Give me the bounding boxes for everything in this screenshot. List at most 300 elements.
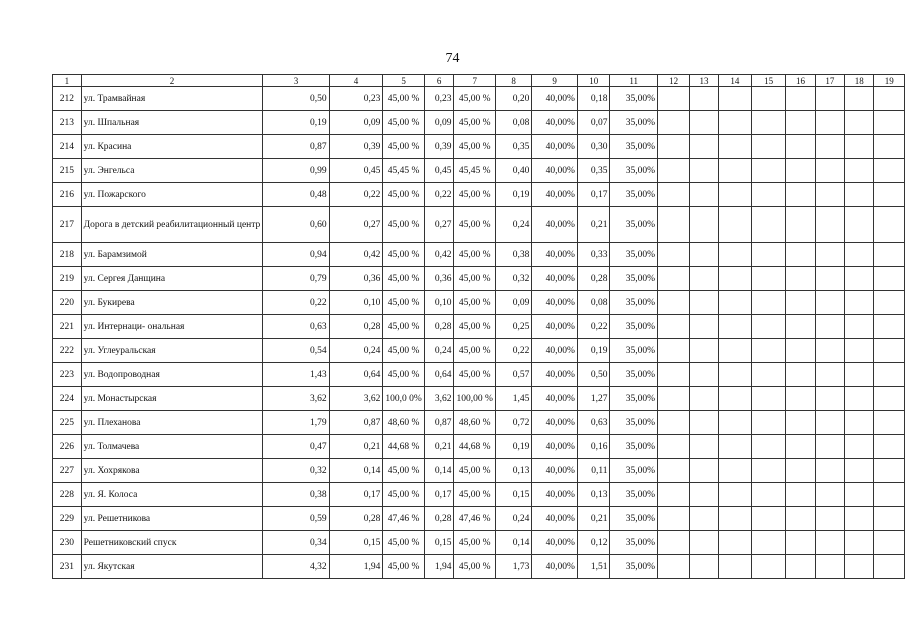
col6-cell: 0,22 xyxy=(424,183,454,207)
col10-cell: 0,33 xyxy=(577,243,610,267)
empty-cell-col16 xyxy=(786,531,815,555)
col10-cell: 0,13 xyxy=(577,483,610,507)
col9-percent-cell: 40,00% xyxy=(532,555,578,579)
empty-cell-col15 xyxy=(752,183,786,207)
row-number-cell: 227 xyxy=(53,459,82,483)
empty-cell-col16 xyxy=(786,159,815,183)
col5-percent-cell: 45,00 % xyxy=(383,87,424,111)
col10-cell: 0,12 xyxy=(577,531,610,555)
col6-cell: 0,21 xyxy=(424,435,454,459)
empty-cell-col15 xyxy=(752,243,786,267)
row-number-cell: 222 xyxy=(53,339,82,363)
col9-percent-cell: 40,00% xyxy=(532,363,578,387)
col4-cell: 3,62 xyxy=(329,387,383,411)
column-header-19: 19 xyxy=(874,75,905,87)
col5-percent-cell: 45,00 % xyxy=(383,483,424,507)
empty-cell-col16 xyxy=(786,339,815,363)
street-name-cell: ул. Решетникова xyxy=(81,507,263,531)
empty-cell-col18 xyxy=(845,291,874,315)
col11-percent-cell: 35,00% xyxy=(610,267,658,291)
empty-cell-col15 xyxy=(752,555,786,579)
col3-cell: 0,50 xyxy=(263,87,329,111)
col3-cell: 0,48 xyxy=(263,183,329,207)
col7-percent-cell: 45,00 % xyxy=(454,315,495,339)
col9-percent-cell: 40,00% xyxy=(532,507,578,531)
empty-cell-col14 xyxy=(718,87,751,111)
empty-cell-col18 xyxy=(845,315,874,339)
col5-percent-cell: 45,00 % xyxy=(383,243,424,267)
col7-percent-cell: 45,00 % xyxy=(454,531,495,555)
empty-cell-col15 xyxy=(752,435,786,459)
col11-percent-cell: 35,00% xyxy=(610,111,658,135)
col7-percent-cell: 45,00 % xyxy=(454,183,495,207)
empty-cell-col14 xyxy=(718,243,751,267)
empty-cell-col13 xyxy=(690,363,718,387)
table-row xyxy=(53,555,905,579)
col10-cell: 0,17 xyxy=(577,183,610,207)
col9-percent-cell: 40,00% xyxy=(532,531,578,555)
empty-cell-col15 xyxy=(752,291,786,315)
empty-cell-col14 xyxy=(718,207,751,243)
street-name-cell: ул. Трамвайная xyxy=(81,87,263,111)
column-header-14: 14 xyxy=(718,75,751,87)
col4-cell: 0,28 xyxy=(329,507,383,531)
col6-cell: 0,24 xyxy=(424,339,454,363)
empty-cell-col19 xyxy=(874,207,905,243)
column-header-11: 11 xyxy=(610,75,658,87)
empty-cell-col15 xyxy=(752,387,786,411)
col9-percent-cell: 40,00% xyxy=(532,207,578,243)
empty-cell-col12 xyxy=(657,483,689,507)
empty-cell-col14 xyxy=(718,435,751,459)
empty-cell-col18 xyxy=(845,435,874,459)
street-name-cell: Решетниковский спуск xyxy=(81,531,263,555)
empty-cell-col12 xyxy=(657,531,689,555)
col9-percent-cell: 40,00% xyxy=(532,411,578,435)
col11-percent-cell: 35,00% xyxy=(610,315,658,339)
col6-cell: 0,23 xyxy=(424,87,454,111)
col10-cell: 0,35 xyxy=(577,159,610,183)
empty-cell-col18 xyxy=(845,207,874,243)
street-name-cell: ул. Энгельса xyxy=(81,159,263,183)
col5-percent-cell: 45,00 % xyxy=(383,267,424,291)
row-number-cell: 219 xyxy=(53,267,82,291)
empty-cell-col14 xyxy=(718,531,751,555)
col11-percent-cell: 35,00% xyxy=(610,387,658,411)
empty-cell-col14 xyxy=(718,483,751,507)
col4-cell: 0,17 xyxy=(329,483,383,507)
empty-cell-col17 xyxy=(815,555,844,579)
row-number-cell: 231 xyxy=(53,555,82,579)
street-name-cell: ул. Красина xyxy=(81,135,263,159)
col4-cell: 0,45 xyxy=(329,159,383,183)
empty-cell-col18 xyxy=(845,555,874,579)
empty-cell-col17 xyxy=(815,315,844,339)
empty-cell-col17 xyxy=(815,483,844,507)
col4-cell: 0,27 xyxy=(329,207,383,243)
column-header-1: 1 xyxy=(53,75,82,87)
col7-percent-cell: 48,60 % xyxy=(454,411,495,435)
street-name-cell: ул. Монастырская xyxy=(81,387,263,411)
empty-cell-col19 xyxy=(874,531,905,555)
empty-cell-col17 xyxy=(815,531,844,555)
empty-cell-col19 xyxy=(874,483,905,507)
table-row xyxy=(53,435,905,459)
col9-percent-cell: 40,00% xyxy=(532,87,578,111)
col8-cell: 0,35 xyxy=(495,135,531,159)
col4-cell: 0,42 xyxy=(329,243,383,267)
empty-cell-col16 xyxy=(786,435,815,459)
col8-cell: 0,32 xyxy=(495,267,531,291)
table-row xyxy=(53,291,905,315)
col3-cell: 0,79 xyxy=(263,267,329,291)
col8-cell: 0,22 xyxy=(495,339,531,363)
table-row xyxy=(53,411,905,435)
col10-cell: 0,16 xyxy=(577,435,610,459)
empty-cell-col12 xyxy=(657,135,689,159)
col3-cell: 0,87 xyxy=(263,135,329,159)
col9-percent-cell: 40,00% xyxy=(532,387,578,411)
empty-cell-col14 xyxy=(718,315,751,339)
column-header-8: 8 xyxy=(495,75,531,87)
empty-cell-col16 xyxy=(786,267,815,291)
empty-cell-col17 xyxy=(815,363,844,387)
col11-percent-cell: 35,00% xyxy=(610,435,658,459)
empty-cell-col15 xyxy=(752,207,786,243)
empty-cell-col15 xyxy=(752,111,786,135)
col6-cell: 0,15 xyxy=(424,531,454,555)
col8-cell: 0,15 xyxy=(495,483,531,507)
col11-percent-cell: 35,00% xyxy=(610,135,658,159)
empty-cell-col17 xyxy=(815,435,844,459)
row-number-cell: 213 xyxy=(53,111,82,135)
col8-cell: 1,73 xyxy=(495,555,531,579)
empty-cell-col18 xyxy=(845,135,874,159)
col10-cell: 0,21 xyxy=(577,207,610,243)
col3-cell: 0,32 xyxy=(263,459,329,483)
col7-percent-cell: 45,00 % xyxy=(454,555,495,579)
table-row xyxy=(53,387,905,411)
empty-cell-col18 xyxy=(845,363,874,387)
table-row xyxy=(53,315,905,339)
street-name-cell: ул. Букирева xyxy=(81,291,263,315)
col3-cell: 0,22 xyxy=(263,291,329,315)
col4-cell: 0,36 xyxy=(329,267,383,291)
empty-cell-col15 xyxy=(752,159,786,183)
street-name-cell: ул. Барамзимой xyxy=(81,243,263,267)
street-name-cell: ул. Водопроводная xyxy=(81,363,263,387)
row-number-cell: 220 xyxy=(53,291,82,315)
empty-cell-col16 xyxy=(786,207,815,243)
row-number-cell: 214 xyxy=(53,135,82,159)
empty-cell-col19 xyxy=(874,459,905,483)
col9-percent-cell: 40,00% xyxy=(532,243,578,267)
empty-cell-col18 xyxy=(845,243,874,267)
col5-percent-cell: 45,00 % xyxy=(383,459,424,483)
column-header-4: 4 xyxy=(329,75,383,87)
empty-cell-col12 xyxy=(657,183,689,207)
col8-cell: 0,19 xyxy=(495,435,531,459)
empty-cell-col16 xyxy=(786,135,815,159)
empty-cell-col14 xyxy=(718,507,751,531)
empty-cell-col12 xyxy=(657,387,689,411)
row-number-cell: 217 xyxy=(53,207,82,243)
empty-cell-col14 xyxy=(718,159,751,183)
col4-cell: 1,94 xyxy=(329,555,383,579)
empty-cell-col13 xyxy=(690,339,718,363)
col6-cell: 0,64 xyxy=(424,363,454,387)
col10-cell: 0,19 xyxy=(577,339,610,363)
empty-cell-col16 xyxy=(786,459,815,483)
table-row xyxy=(53,339,905,363)
empty-cell-col12 xyxy=(657,243,689,267)
empty-cell-col17 xyxy=(815,291,844,315)
col3-cell: 0,94 xyxy=(263,243,329,267)
empty-cell-col12 xyxy=(657,267,689,291)
col8-cell: 0,14 xyxy=(495,531,531,555)
row-number-cell: 225 xyxy=(53,411,82,435)
col11-percent-cell: 35,00% xyxy=(610,243,658,267)
col6-cell: 0,17 xyxy=(424,483,454,507)
col10-cell: 0,21 xyxy=(577,507,610,531)
col9-percent-cell: 40,00% xyxy=(532,111,578,135)
col5-percent-cell: 45,00 % xyxy=(383,363,424,387)
empty-cell-col17 xyxy=(815,243,844,267)
col5-percent-cell: 45,00 % xyxy=(383,111,424,135)
data-table xyxy=(52,74,905,579)
table-row xyxy=(53,159,905,183)
empty-cell-col18 xyxy=(845,459,874,483)
empty-cell-col17 xyxy=(815,387,844,411)
street-name-cell: ул. Интернаци- ональная xyxy=(81,315,263,339)
empty-cell-col19 xyxy=(874,291,905,315)
col8-cell: 0,08 xyxy=(495,111,531,135)
column-header-5: 5 xyxy=(383,75,424,87)
col8-cell: 0,25 xyxy=(495,315,531,339)
col9-percent-cell: 40,00% xyxy=(532,291,578,315)
col6-cell: 0,36 xyxy=(424,267,454,291)
column-header-10: 10 xyxy=(577,75,610,87)
col5-percent-cell: 45,00 % xyxy=(383,183,424,207)
col9-percent-cell: 40,00% xyxy=(532,459,578,483)
empty-cell-col19 xyxy=(874,555,905,579)
col9-percent-cell: 40,00% xyxy=(532,267,578,291)
empty-cell-col16 xyxy=(786,315,815,339)
empty-cell-col13 xyxy=(690,183,718,207)
empty-cell-col19 xyxy=(874,339,905,363)
empty-cell-col15 xyxy=(752,483,786,507)
col3-cell: 0,60 xyxy=(263,207,329,243)
column-header-17: 17 xyxy=(815,75,844,87)
col4-cell: 0,23 xyxy=(329,87,383,111)
empty-cell-col14 xyxy=(718,459,751,483)
empty-cell-col15 xyxy=(752,507,786,531)
col3-cell: 0,54 xyxy=(263,339,329,363)
empty-cell-col18 xyxy=(845,507,874,531)
col8-cell: 0,57 xyxy=(495,363,531,387)
empty-cell-col18 xyxy=(845,339,874,363)
col10-cell: 0,63 xyxy=(577,411,610,435)
empty-cell-col17 xyxy=(815,159,844,183)
column-header-13: 13 xyxy=(690,75,718,87)
col5-percent-cell: 100,0 0% xyxy=(383,387,424,411)
col10-cell: 0,30 xyxy=(577,135,610,159)
col4-cell: 0,22 xyxy=(329,183,383,207)
empty-cell-col14 xyxy=(718,387,751,411)
empty-cell-col13 xyxy=(690,411,718,435)
col10-cell: 1,27 xyxy=(577,387,610,411)
col7-percent-cell: 45,00 % xyxy=(454,243,495,267)
empty-cell-col19 xyxy=(874,159,905,183)
empty-cell-col12 xyxy=(657,459,689,483)
col11-percent-cell: 35,00% xyxy=(610,507,658,531)
column-header-6: 6 xyxy=(424,75,454,87)
empty-cell-col17 xyxy=(815,411,844,435)
empty-cell-col18 xyxy=(845,267,874,291)
empty-cell-col13 xyxy=(690,111,718,135)
empty-cell-col14 xyxy=(718,183,751,207)
col3-cell: 0,38 xyxy=(263,483,329,507)
empty-cell-col14 xyxy=(718,363,751,387)
empty-cell-col17 xyxy=(815,207,844,243)
col3-cell: 0,63 xyxy=(263,315,329,339)
col8-cell: 1,45 xyxy=(495,387,531,411)
street-name-cell: ул. Шпальная xyxy=(81,111,263,135)
empty-cell-col14 xyxy=(718,291,751,315)
empty-cell-col16 xyxy=(786,111,815,135)
row-number-cell: 216 xyxy=(53,183,82,207)
row-number-cell: 218 xyxy=(53,243,82,267)
col4-cell: 0,15 xyxy=(329,531,383,555)
empty-cell-col17 xyxy=(815,507,844,531)
col4-cell: 0,10 xyxy=(329,291,383,315)
empty-cell-col12 xyxy=(657,315,689,339)
col11-percent-cell: 35,00% xyxy=(610,411,658,435)
empty-cell-col18 xyxy=(845,387,874,411)
empty-cell-col15 xyxy=(752,459,786,483)
empty-cell-col16 xyxy=(786,183,815,207)
empty-cell-col12 xyxy=(657,159,689,183)
empty-cell-col13 xyxy=(690,291,718,315)
row-number-cell: 228 xyxy=(53,483,82,507)
empty-cell-col19 xyxy=(874,267,905,291)
empty-cell-col18 xyxy=(845,411,874,435)
empty-cell-col12 xyxy=(657,291,689,315)
col8-cell: 0,24 xyxy=(495,207,531,243)
column-header-9: 9 xyxy=(532,75,578,87)
empty-cell-col16 xyxy=(786,483,815,507)
empty-cell-col19 xyxy=(874,507,905,531)
empty-cell-col13 xyxy=(690,387,718,411)
col11-percent-cell: 35,00% xyxy=(610,531,658,555)
col8-cell: 0,24 xyxy=(495,507,531,531)
col4-cell: 0,39 xyxy=(329,135,383,159)
col3-cell: 1,43 xyxy=(263,363,329,387)
col11-percent-cell: 35,00% xyxy=(610,291,658,315)
col8-cell: 0,13 xyxy=(495,459,531,483)
empty-cell-col18 xyxy=(845,183,874,207)
col6-cell: 0,09 xyxy=(424,111,454,135)
col7-percent-cell: 45,00 % xyxy=(454,87,495,111)
col11-percent-cell: 35,00% xyxy=(610,159,658,183)
empty-cell-col12 xyxy=(657,435,689,459)
empty-cell-col12 xyxy=(657,111,689,135)
empty-cell-col17 xyxy=(815,459,844,483)
col7-percent-cell: 45,00 % xyxy=(454,207,495,243)
col5-percent-cell: 45,00 % xyxy=(383,135,424,159)
col11-percent-cell: 35,00% xyxy=(610,87,658,111)
col10-cell: 0,28 xyxy=(577,267,610,291)
table-row xyxy=(53,483,905,507)
col7-percent-cell: 45,45 % xyxy=(454,159,495,183)
empty-cell-col12 xyxy=(657,207,689,243)
col6-cell: 0,87 xyxy=(424,411,454,435)
col7-percent-cell: 45,00 % xyxy=(454,111,495,135)
empty-cell-col14 xyxy=(718,339,751,363)
col4-cell: 0,09 xyxy=(329,111,383,135)
empty-cell-col19 xyxy=(874,435,905,459)
col6-cell: 0,14 xyxy=(424,459,454,483)
street-name-cell: ул. Углеуральская xyxy=(81,339,263,363)
street-name-cell: ул. Плеханова xyxy=(81,411,263,435)
row-number-cell: 212 xyxy=(53,87,82,111)
row-number-cell: 230 xyxy=(53,531,82,555)
col10-cell: 1,51 xyxy=(577,555,610,579)
column-header-7: 7 xyxy=(454,75,495,87)
empty-cell-col15 xyxy=(752,87,786,111)
empty-cell-col14 xyxy=(718,111,751,135)
col6-cell: 0,10 xyxy=(424,291,454,315)
table-row xyxy=(53,507,905,531)
empty-cell-col19 xyxy=(874,387,905,411)
column-header-2: 2 xyxy=(81,75,263,87)
empty-cell-col15 xyxy=(752,531,786,555)
col5-percent-cell: 45,45 % xyxy=(383,159,424,183)
col9-percent-cell: 40,00% xyxy=(532,135,578,159)
empty-cell-col19 xyxy=(874,315,905,339)
col5-percent-cell: 45,00 % xyxy=(383,291,424,315)
col10-cell: 0,18 xyxy=(577,87,610,111)
empty-cell-col13 xyxy=(690,531,718,555)
empty-cell-col17 xyxy=(815,267,844,291)
empty-cell-col17 xyxy=(815,87,844,111)
col8-cell: 0,19 xyxy=(495,183,531,207)
empty-cell-col12 xyxy=(657,555,689,579)
empty-cell-col15 xyxy=(752,339,786,363)
col3-cell: 3,62 xyxy=(263,387,329,411)
col10-cell: 0,50 xyxy=(577,363,610,387)
empty-cell-col15 xyxy=(752,315,786,339)
header-row xyxy=(53,75,905,87)
empty-cell-col18 xyxy=(845,483,874,507)
col8-cell: 0,38 xyxy=(495,243,531,267)
page-number: 74 xyxy=(445,51,460,66)
col7-percent-cell: 45,00 % xyxy=(454,339,495,363)
col10-cell: 0,11 xyxy=(577,459,610,483)
table-row xyxy=(53,111,905,135)
empty-cell-col17 xyxy=(815,183,844,207)
col6-cell: 0,27 xyxy=(424,207,454,243)
empty-cell-col15 xyxy=(752,135,786,159)
column-header-18: 18 xyxy=(845,75,874,87)
empty-cell-col14 xyxy=(718,135,751,159)
col9-percent-cell: 40,00% xyxy=(532,339,578,363)
row-number-cell: 215 xyxy=(53,159,82,183)
empty-cell-col17 xyxy=(815,339,844,363)
empty-cell-col13 xyxy=(690,483,718,507)
col7-percent-cell: 45,00 % xyxy=(454,483,495,507)
col11-percent-cell: 35,00% xyxy=(610,459,658,483)
